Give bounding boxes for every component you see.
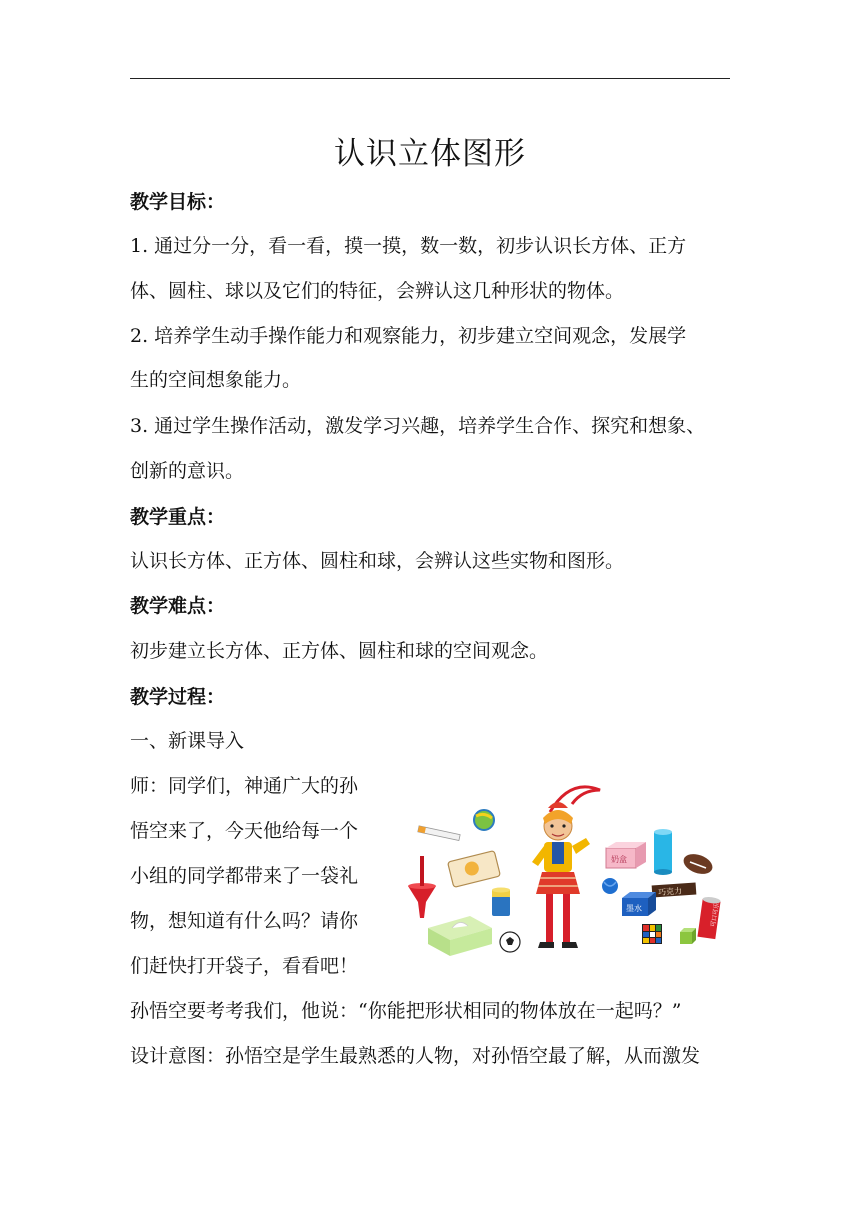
tissue-box-icon	[428, 916, 492, 956]
green-cube-icon	[680, 928, 696, 944]
milk-label: 奶盒	[611, 855, 627, 864]
intro-line-1: 师：同学们，神通广大的孙	[130, 775, 359, 797]
intro-line-2: 悟空来了，今天他给每一个	[130, 820, 359, 842]
key-heading: 教学重点：	[130, 506, 226, 528]
goal3-line1: 3. 通过学生操作活动，激发学习兴趣，培养学生合作、探究和想象、	[130, 415, 706, 437]
pencil-icon	[418, 826, 460, 841]
header-rule	[130, 78, 730, 79]
goal1-line2: 体、圆柱、球以及它们的特征，会辨认这几种形状的物体。	[130, 280, 625, 302]
cola-can-icon	[697, 896, 721, 939]
chocolate-bar-icon	[652, 882, 697, 897]
process-heading: 教学过程：	[130, 686, 226, 708]
difficulty-text: 初步建立长方体、正方体、圆柱和球的空间观念。	[130, 640, 549, 662]
soccer-ball-icon	[500, 932, 520, 952]
key-text: 认识长方体、正方体、圆柱和球，会辨认这些实物和图形。	[130, 550, 625, 572]
rubiks-cube-icon	[642, 924, 662, 944]
goal1-line1: 1. 通过分一分，看一看，摸一摸，数一数，初步认识长方体、正方	[130, 235, 687, 257]
ink-label: 墨水	[626, 904, 642, 913]
intro-line-3: 小组的同学都带来了一袋礼	[130, 865, 359, 887]
rugby-ball-icon	[681, 850, 715, 877]
goal2-line2: 生的空间想象能力。	[130, 369, 302, 391]
intro-line-4: 物，想知道有什么吗？请你	[130, 910, 359, 932]
ink-jar-icon	[492, 888, 510, 917]
chocolate-label: 巧克力	[657, 886, 683, 898]
globe-ball-icon	[474, 810, 494, 830]
milk-carton-icon	[606, 842, 646, 868]
monkey-king-gifts-illustration	[400, 778, 730, 958]
goal3-line2: 创新的意识。	[130, 460, 245, 482]
monkey-king-figure	[532, 787, 600, 948]
funnel-icon	[408, 856, 436, 918]
blue-ball-icon	[602, 878, 618, 894]
section1-heading: 一、新课导入	[130, 730, 245, 752]
intro-line-5: 们赶快打开袋子，看看吧！	[130, 955, 359, 977]
ink-box-icon	[622, 892, 656, 916]
difficulty-heading: 教学难点：	[130, 595, 226, 617]
goal2-line1: 2. 培养学生动手操作能力和观察能力，初步建立空间观念，发展学	[130, 325, 687, 347]
document-title: 认识立体图形	[334, 136, 526, 172]
pencil-case-icon	[448, 851, 501, 888]
cola-label: 可口可乐	[709, 902, 721, 928]
goals-heading: 教学目标：	[130, 191, 226, 213]
quote-line: 孙悟空要考考我们，他说：“你能把形状相同的物体放在一起吗？”	[130, 1000, 682, 1022]
cylinder-can-icon	[654, 829, 672, 875]
design-intent-line: 设计意图：孙悟空是学生最熟悉的人物，对孙悟空最了解，从而激发	[130, 1045, 701, 1067]
